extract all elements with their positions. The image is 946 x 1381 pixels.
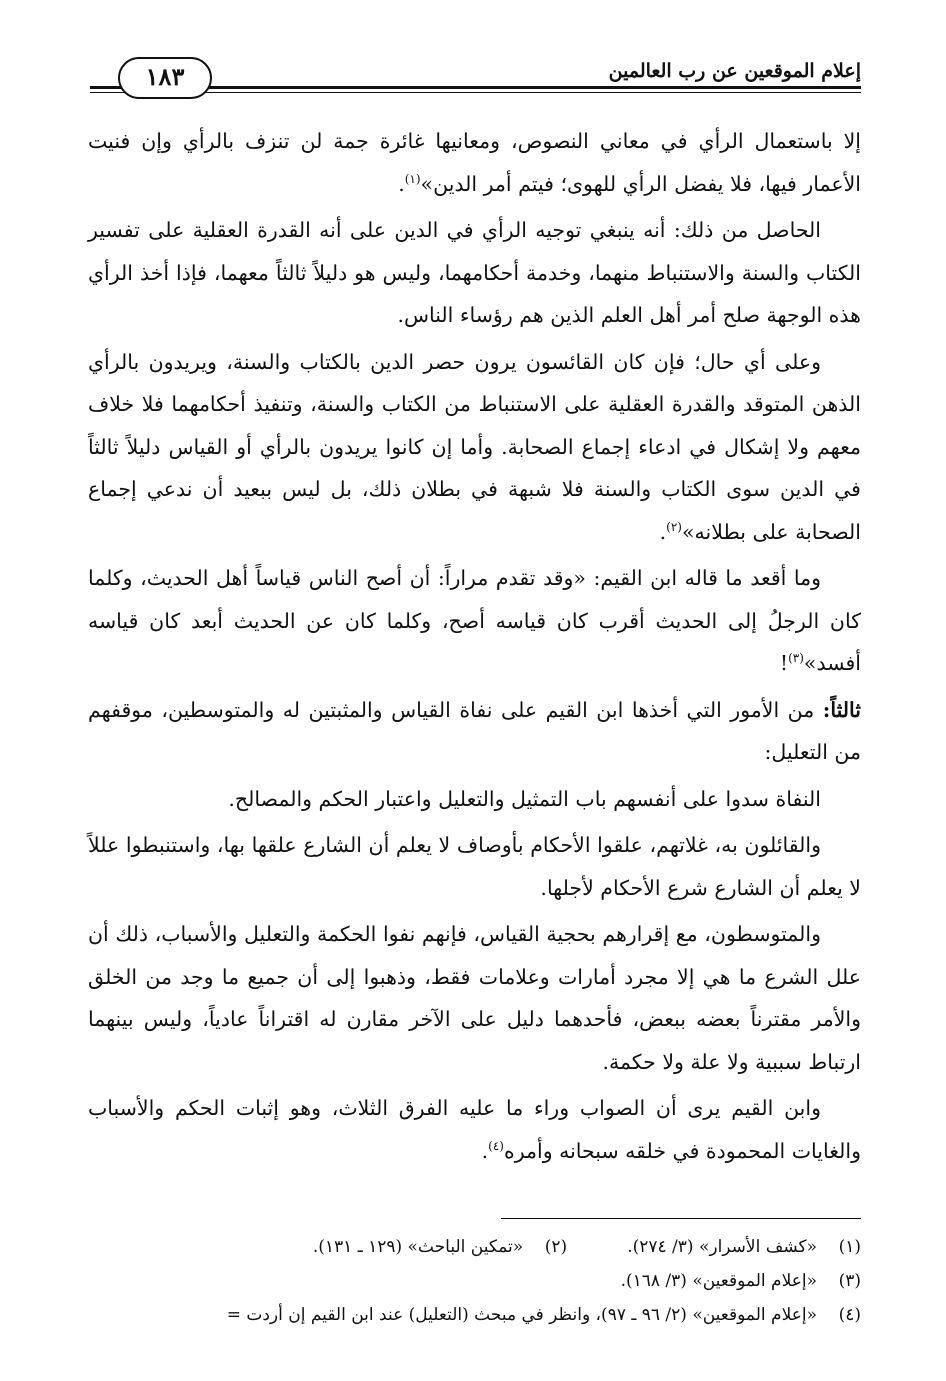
paragraph: وما أقعد ما قاله ابن القيم: «وقد تقدم مراراً: أن أصح الناس قياساً أهل الحديث، وكلما كان الرجلُ إلى الحديث أقرب كان قياسه أصح، وكلما كان عن الحديث أبعد كان قياسه أفسد»$^{(٣)}$! [88,566,861,675]
footnotes [60,1230,861,1332]
footnote-marker: (٣) [788,651,804,666]
footnote-number: (٤) [838,1305,861,1325]
footnote-rule [501,1218,861,1219]
paragraph: وعلى أي حال؛ فإن كان القائسون يرون حصر الدين بالكتاب والسنة، ويريدون بالرأي الذهن المتوقد والقدرة العقلية على الاستنباط من الكتاب والسنة، وتنفيذ أحكامهما فلا خلاف معهم ولا إشكال في ادعاء إجماع الصحابة. وأما إن كانوا يريدون بالرأي أو القياس دليلاً ثالثاً في الدين سوى الكتاب والسنة فلا شبهة في بطلان ذلك، بل ليس ببعيد أن ندعي إجماع الصحابة على بطلانه»$^{(٢)}$. [88,349,861,544]
paragraph: الحاصل من ذلك: أنه ينبغي توجيه الرأي في الدين على أنه القدرة العقلية على تفسير الكتاب والسنة والاستنباط منهما، وخدمة أحكامهما، وليس هو دليلاً ثالثاً معهما، فإذا أخذ الرأي هذه الوجهة صلح أمر أهل العلم الذين هم رؤساء الناس. [88,218,861,327]
footnote-marker: (١) [404,171,421,186]
page-number: ١٨٣ [118,57,212,99]
footnote-row [60,1230,861,1264]
paragraph: والمتوسطون، مع إقرارهم بحجية القياس، فإنهم نفوا الحكمة والتعليل والأسباب، ذلك أن علل الشرع ما هي إلا مجرد أمارات وعلامات فقط، وذهبوا إلى أن جميع ما وجد من الخلق والأمر مقترناً بعضه ببعض، فأحدهما دليل على الآخر مقارن له اقتراناً عادياً، وليس بينهما ارتباط سببية ولا علة ولا حكمة. [88,922,861,1074]
footnote-text: «تمكين الباحث» (١٢٩ ـ ١٣١). [312,1237,524,1257]
footnote-text: «إعلام الموقعين» (٢/ ٩٦ ـ ٩٧)، وانظر في مبحث (التعليل) عند ابن القيم إن أردت = [226,1305,817,1325]
footnote-text: «كشف الأسرار» (٣/ ٢٧٤). [627,1237,817,1257]
body-text [88,120,861,1176]
section-lead: ثالثاً: [822,697,861,722]
footnote-number: (١) [838,1237,861,1257]
footnote-marker: (٤) [488,1138,504,1153]
footnote-number: (٢) [544,1237,568,1257]
paragraph: وابن القيم يرى أن الصواب وراء ما عليه الفرق الثلاث، وهو إثبات الحكم والأسباب والغايات المحمودة في خلقه سبحانه وأمره$^{(٤)}$. [88,1096,861,1163]
footnote-text: «إعلام الموقعين» (٣/ ١٦٨). [620,1271,817,1291]
paragraph: إلا باستعمال الرأي في معاني النصوص، ومعانيها غائرة جمة لن تنزف بالرأي وإن فنيت الأعمار فيها، فلا يفضل الرأي للهوى؛ فيتم أمر الدين»$^{(١)}$. [88,129,861,196]
footnote-marker: (٢) [666,519,682,534]
footnote-row [60,1264,861,1298]
running-title: إعلام الموقعين عن رب العالمين [608,60,861,82]
paragraph: ثالثاً: من الأمور التي أخذها ابن القيم على نفاة القياس والمثبتين له والمتوسطين، موقفهم من التعليل: [88,697,861,764]
footnote-row [60,1298,861,1332]
footnote-number: (٣) [838,1271,861,1291]
paragraph: والقائلون به، غلاتهم، علقوا الأحكام بأوصاف لا يعلم أن الشارع علقها بها، واستنبطوا عللاً لا يعلم أن الشارع شرع الأحكام لأجلها. [88,833,861,900]
paragraph: النفاة سدوا على أنفسهم باب التمثيل والتعليل واعتبار الحكم والمصالح. [228,786,821,811]
